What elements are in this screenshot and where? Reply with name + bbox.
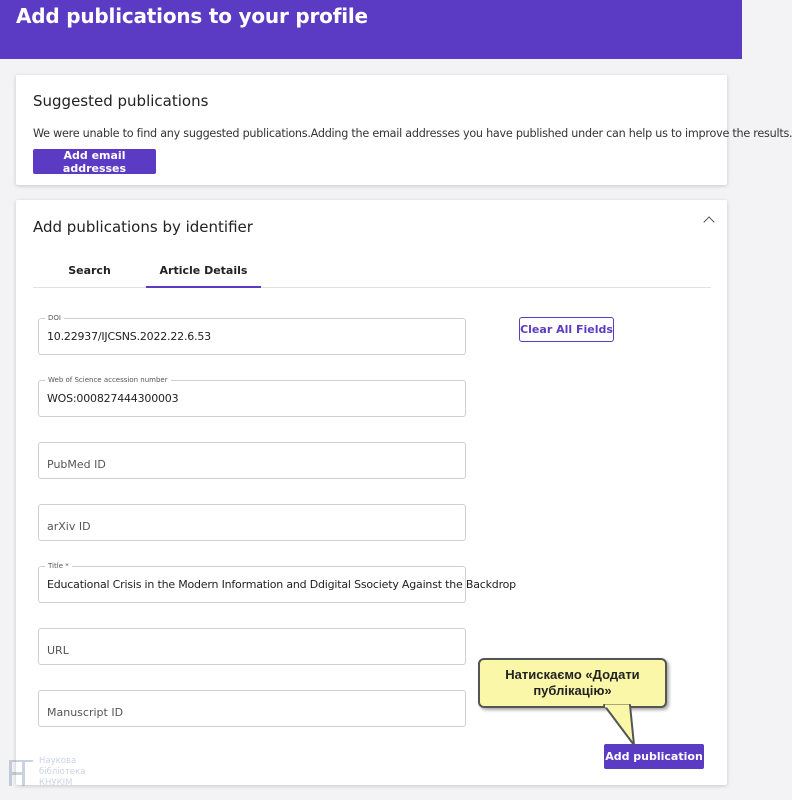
wos-accession-value: WOS:000827444300003 bbox=[47, 392, 179, 405]
arxiv-id-field[interactable] bbox=[38, 504, 466, 541]
doi-field[interactable] bbox=[38, 314, 466, 355]
title-field[interactable] bbox=[38, 562, 516, 603]
tab-search[interactable]: Search bbox=[68, 264, 111, 277]
pubmed-id-placeholder: PubMed ID bbox=[47, 458, 106, 471]
wos-accession-label: Web of Science accession number bbox=[45, 376, 171, 384]
title-label: Title * bbox=[45, 562, 72, 570]
page-header bbox=[0, 0, 742, 59]
manuscript-id-placeholder: Manuscript ID bbox=[47, 706, 124, 719]
instruction-callout bbox=[478, 658, 667, 708]
url-field[interactable] bbox=[38, 628, 466, 665]
callout-pointer-icon bbox=[600, 705, 650, 747]
callout-line-2: публікацію» bbox=[533, 683, 612, 698]
watermark-text bbox=[39, 756, 85, 789]
doi-value: 10.22937/IJCSNS.2022.22.6.53 bbox=[47, 330, 211, 343]
watermark-line-2: бібліотека bbox=[39, 767, 86, 777]
callout-line-1: Натискаємо «Додати bbox=[505, 667, 640, 682]
watermark-line-1: Наукова bbox=[39, 756, 77, 766]
suggested-publications-card bbox=[16, 75, 792, 185]
suggested-publications-title: Suggested publications bbox=[33, 92, 209, 110]
add-publication-button[interactable]: Add publication bbox=[604, 744, 704, 769]
doi-label: DOI bbox=[45, 314, 64, 322]
suggested-publications-message: We were unable to find any suggested publications.Adding the email addresses you have published under can help us to improve the results. bbox=[33, 127, 792, 140]
chevron-up-icon[interactable] bbox=[703, 216, 714, 227]
clear-all-fields-button[interactable]: Clear All Fields bbox=[519, 317, 614, 342]
identifier-tabs bbox=[33, 264, 711, 288]
tab-article-details[interactable]: Article Details bbox=[146, 264, 261, 288]
add-by-identifier-title: Add publications by identifier bbox=[33, 218, 253, 236]
url-placeholder: URL bbox=[47, 644, 69, 657]
add-email-addresses-button[interactable]: Add email addresses bbox=[33, 149, 156, 174]
watermark-line-3: КНУКІМ bbox=[39, 778, 73, 788]
wos-accession-field[interactable] bbox=[38, 376, 466, 417]
library-watermark bbox=[8, 756, 98, 796]
callout-text bbox=[480, 667, 665, 699]
pubmed-id-field[interactable] bbox=[38, 442, 466, 479]
arxiv-id-placeholder: arXiv ID bbox=[47, 520, 91, 533]
library-logo-icon bbox=[8, 758, 34, 790]
page-title: Add publications to your profile bbox=[16, 4, 368, 28]
title-value: Educational Crisis in the Modern Information and Ddigital Ssociety Against the Backdrop bbox=[47, 578, 516, 591]
manuscript-id-field[interactable] bbox=[38, 690, 466, 727]
